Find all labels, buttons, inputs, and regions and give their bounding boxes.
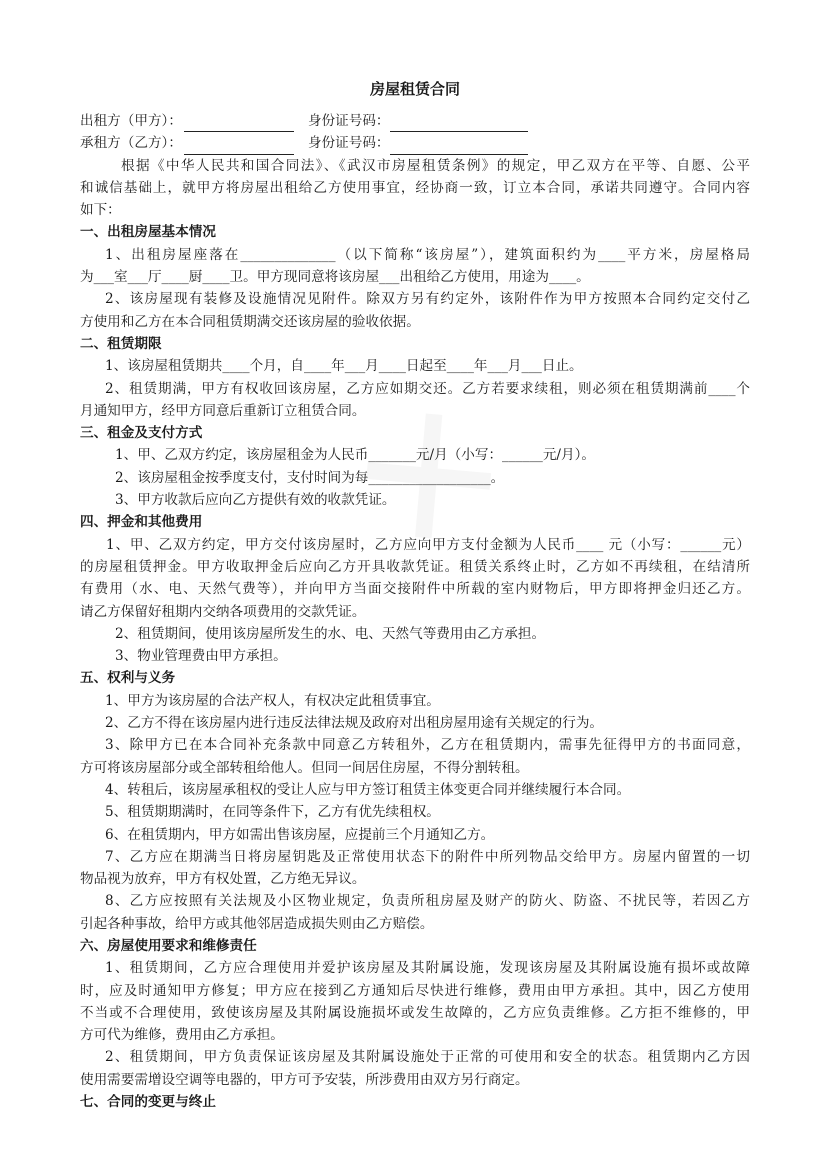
clause-paragraph [80, 378, 750, 423]
contract-section [80, 422, 750, 511]
text-line: 5、租赁期期满时，在同等条件下，乙方有优先续租权。 [105, 804, 440, 821]
text-line: 2、乙方不得在该房屋内进行违反法律法规及政府对出租房屋用途有关规定的行为。 [105, 715, 604, 732]
text-line: 根据《中华人民共和国合同法》、《武汉市房屋租赁条例》的规定，甲乙双方在平等、自愿、公平 [121, 157, 750, 174]
clause-paragraph [80, 779, 750, 801]
text-line: 2、租赁期满，甲方有权收回该房屋，乙方应如期交还。乙方若要求续租，则必须在租赁期满前____个 [105, 380, 750, 397]
contract-section [80, 333, 750, 422]
clause-paragraph [80, 690, 750, 712]
text-line: 2、该房屋租金按季度支付，支付时间为每__________________。 [115, 469, 505, 486]
section-heading: 七、合同的变更与终止 [80, 1094, 216, 1111]
text-line: 1、甲、乙双方约定，该房屋租金为人民币_______元/月（小写：______元/月）。 [115, 447, 595, 464]
id-number-field[interactable] [390, 115, 528, 132]
clause-paragraph [80, 1046, 750, 1091]
text-line: 方使用和乙方在本合同租赁期满交还该房屋的验收依据。 [80, 313, 420, 330]
text-line: 3、物业管理费由甲方承担。 [115, 648, 287, 665]
text-line: 不当或不合理使用，致使该房屋及其附属设施损坏或发生故障的，乙方应负责维修。乙方拒不维修的，甲 [80, 1004, 750, 1021]
text-line: 引起各种事故，给甲方或其他邻居造成损失则由乙方赔偿。 [80, 915, 434, 932]
intro-text [80, 155, 750, 222]
clause-paragraph [80, 489, 750, 511]
section-heading: 四、押金和其他费用 [80, 514, 203, 531]
clause-paragraph [80, 801, 750, 823]
document-page [80, 76, 750, 1113]
text-line: 2、该房屋现有装修及设施情况见附件。除双方另有约定外，该附件作为甲方按照本合同约定交付乙 [105, 291, 750, 308]
clause-paragraph [80, 244, 750, 289]
text-line: 方可将该房屋部分或全部转租给他人。但同一间居住房屋，不得分割转租。 [80, 759, 529, 776]
text-line: 6、在租赁期内，甲方如需出售该房屋，应提前三个月通知乙方。 [105, 826, 495, 843]
text-line: 请乙方保留好租期内交纳各项费用的交款凭证。 [80, 603, 366, 620]
text-line: 1、租赁期间，乙方应合理使用并爱护该房屋及其附属设施，发现该房屋及其附属设施有损坏或故障 [105, 960, 750, 977]
parties-block [80, 110, 750, 155]
text-line: 物品视为放弃，甲方有权处置，乙方绝无异议。 [80, 871, 366, 888]
party-row [80, 110, 750, 132]
contract-section [80, 935, 750, 1091]
id-number-field[interactable] [390, 138, 528, 155]
text-line: 2、租赁期间，使用该房屋所发生的水、电、天然气等费用由乙方承担。 [115, 625, 546, 642]
contract-section [80, 667, 750, 935]
clause-paragraph [80, 890, 750, 935]
clause-paragraph [80, 734, 750, 779]
text-line: 8、乙方应按照有关法规及小区物业规定，负责所租房屋及财产的防火、防盗、不扰民等，若因乙方 [105, 893, 750, 910]
intro-paragraph [80, 155, 750, 222]
party-name-field[interactable] [184, 138, 294, 155]
clause-paragraph [80, 712, 750, 734]
text-line: 如下： [80, 202, 121, 219]
sections [80, 221, 750, 1113]
clause-paragraph [80, 534, 750, 623]
party-name-field[interactable] [184, 115, 294, 132]
clause-paragraph [80, 444, 750, 466]
text-line: 时，应及时通知甲方修复；甲方应在接到乙方通知后尽快进行维修，费用由甲方承担。其中，因乙方使用 [80, 982, 750, 999]
text-line: 使用需要需增设空调等电器的，甲方可予安装，所涉费用由双方另行商定。 [80, 1071, 529, 1088]
text-line: 和诚信基础上，就甲方将房屋出租给乙方使用事宜，经协商一致，订立本合同，承诺共同遵守。合同内容 [80, 179, 750, 196]
clause-paragraph [80, 467, 750, 489]
text-line: 有费用（水、电、天然气费等），并向甲方当面交接附件中所载的室内财物后，甲方即将押金归还乙方。 [80, 581, 750, 598]
party-label: 出租方（甲方）： [80, 113, 182, 129]
text-line: 3、甲方收款后应向乙方提供有效的收款凭证。 [115, 492, 396, 509]
section-heading: 三、租金及支付方式 [80, 425, 203, 442]
clause-paragraph [80, 824, 750, 846]
text-line: 1、该房屋租赁期共____个月，自____年___月____日起至____年___月___日止。 [105, 358, 583, 375]
contract-section [80, 511, 750, 667]
text-line: 月通知甲方，经甲方同意后重新订立租赁合同。 [80, 402, 366, 419]
section-heading: 六、房屋使用要求和维修责任 [80, 937, 257, 954]
clause-paragraph [80, 623, 750, 645]
section-heading: 五、权利与义务 [80, 670, 176, 687]
text-line: 2、租赁期间，甲方负责保证该房屋及其附属设施处于正常的可使用和安全的状态。租赁期内乙方因 [105, 1049, 750, 1066]
clause-paragraph [80, 957, 750, 1046]
text-line: 为___室___厅____厨____卫。甲方现同意将该房屋___出租给乙方使用，用途为____。 [80, 269, 590, 286]
text-line: 4、转租后，该房屋承租权的受让人应与甲方签订租赁主体变更合同并继续履行本合同。 [105, 781, 631, 798]
text-line: 1、甲方为该房屋的合法产权人，有权决定此租赁事宜。 [105, 692, 440, 709]
clause-paragraph [80, 645, 750, 667]
id-number-label: 身份证号码： [307, 113, 390, 129]
section-heading: 二、租赁期限 [80, 335, 162, 352]
contract-section [80, 1091, 750, 1113]
section-heading: 一、出租房屋基本情况 [80, 224, 216, 241]
text-line: 1、甲、乙双方约定，甲方交付该房屋时，乙方应向甲方支付金额为人民币____ 元（小写：______元） [106, 536, 750, 553]
clause-paragraph [80, 355, 750, 377]
party-row [80, 132, 750, 154]
text-line: 1、出租房屋座落在______________（以下简称“该房屋”），建筑面积约为____平方米，房屋格局 [105, 246, 750, 263]
clause-paragraph [80, 846, 750, 891]
text-line: 方可代为维修，费用由乙方承担。 [80, 1027, 284, 1044]
id-number-label: 身份证号码： [307, 135, 390, 152]
text-line: 的房屋租赁押金。甲方收取押金后应向乙方开具收款凭证。租赁关系终止时，乙方如不再续租，在结清所 [80, 558, 750, 575]
text-line: 3、除甲方已在本合同补充条款中同意乙方转租外，乙方在租赁期内，需事先征得甲方的书面同意， [105, 737, 750, 754]
party-label: 承租方（乙方）： [80, 135, 182, 152]
document-title: 房屋租赁合同 [369, 80, 460, 98]
text-line: 7、乙方应在期满当日将房屋钥匙及正常使用状态下的附件中所列物品交给甲方。房屋内留置的一切 [105, 848, 750, 865]
clause-paragraph [80, 288, 750, 333]
contract-section [80, 221, 750, 332]
